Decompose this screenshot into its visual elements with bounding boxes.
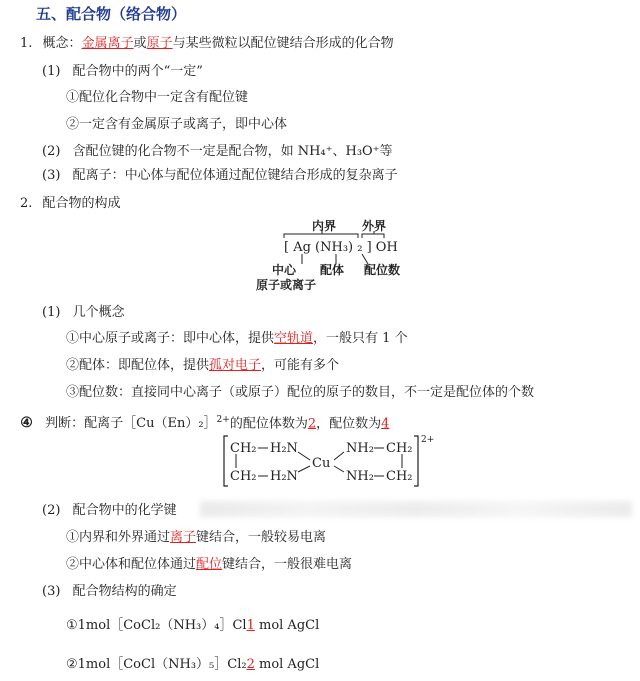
- term-atom: 原子: [146, 36, 173, 51]
- judge-line: [20, 412, 389, 432]
- example2-post: mol AgCl: [254, 657, 320, 672]
- bond2-line: [66, 557, 352, 573]
- bond-7: [334, 466, 344, 472]
- h2n-top: H₂N: [270, 441, 298, 456]
- bond-4: [298, 452, 310, 460]
- sub1-text: 配合物中的两个“一定”: [72, 64, 203, 79]
- sub2-text: 含配位键的化合物不一定是配合物，如 NH₄⁺、H₃O⁺等: [72, 144, 393, 159]
- example1-line: [66, 618, 319, 634]
- concept2-line: [66, 358, 339, 374]
- sub1-num: (1): [42, 64, 61, 79]
- item2-num: 2.: [20, 196, 33, 211]
- label-outer-sphere: 外界: [362, 219, 387, 233]
- example2-answer: 2: [246, 657, 255, 672]
- answer-ligand-count: 2: [307, 416, 317, 432]
- watermark-blur: [200, 501, 632, 517]
- structure-num: (3): [42, 584, 61, 599]
- concepts-title: [42, 305, 125, 321]
- sub3-text: 配离子：中心体与配位体通过配位键结合形成的复杂离子: [72, 168, 398, 183]
- concept1-pre: ①中心原子或离子：即中心体，提供: [66, 331, 275, 346]
- bond-5: [298, 466, 310, 472]
- sub1-line: [42, 64, 203, 80]
- item1-rest: 与某些微粒以配位键结合形成的化合物: [172, 36, 394, 51]
- label-center-atom: 原子或离子: [256, 278, 317, 292]
- right-bracket: [414, 436, 418, 486]
- formula-text: [ Ag (NH₃) ₂ ] OH: [284, 240, 398, 255]
- or-text: 或: [133, 36, 147, 51]
- label-inner-sphere: 内界: [312, 219, 337, 233]
- bond-6: [334, 452, 344, 460]
- judge-marker: ④: [20, 415, 33, 432]
- term-lone-pair: 孤对电子: [209, 358, 262, 373]
- ch2-top-left: CH₂: [230, 441, 257, 456]
- example2-line: [66, 657, 319, 673]
- concept2-post: ，可能有多个: [261, 358, 340, 373]
- item2-line: [20, 196, 121, 212]
- item1-num: 1.: [20, 36, 33, 51]
- nh2-top: NH₂: [346, 441, 374, 456]
- label-coord-number: 配位数: [364, 263, 401, 277]
- bonds-num: (2): [42, 503, 61, 518]
- section-title: 五、配合物（络合物）: [36, 5, 187, 23]
- answer-coord-number: 4: [381, 416, 390, 432]
- concept3-line: ③配位数：直接同中心离子（或原子）配位的原子的数目，不一定是配位体的个数: [66, 385, 535, 400]
- left-bracket: [224, 436, 228, 486]
- judge-pre: 判断：配离子［Cu（En）₂］: [45, 416, 217, 432]
- bond2-pre: ②中心体和配位体通过: [66, 557, 197, 572]
- judge-charge: 2+: [216, 415, 230, 425]
- concepts-text: 几个概念: [72, 305, 125, 320]
- ch2-top-right: CH₂: [386, 441, 413, 456]
- concepts-num: (1): [42, 305, 61, 320]
- label-ligand: 配体: [320, 263, 345, 277]
- structure-title-line: [42, 584, 177, 600]
- complex-composition-diagram: [250, 216, 430, 296]
- judge-mid2: ，配位数为: [316, 416, 382, 432]
- example2-pre: ②1mol［CoCl（NH₃）₅］Cl₂: [66, 657, 247, 672]
- bond1-line: [66, 530, 326, 546]
- sub2-num: (2): [42, 144, 61, 159]
- bond2-post: 键结合，一般很难电离: [222, 557, 353, 572]
- sub2-line: [42, 144, 393, 160]
- label-center: 中心: [272, 263, 297, 277]
- structure-title: 配合物结构的确定: [72, 584, 177, 599]
- judge-mid: 的配位体数为: [229, 416, 308, 432]
- bond1-post: 键结合，一般较易电离: [196, 530, 327, 545]
- concept1-post: ，一般只有 1 个: [313, 331, 408, 346]
- term-ionic: 离子: [170, 530, 197, 545]
- bonds-title: 配合物中的化学键: [72, 503, 177, 518]
- cu-center: Cu: [312, 456, 331, 471]
- cu-en-structure: [220, 432, 435, 490]
- example1-post: mol AgCl: [254, 618, 320, 633]
- term-coordinate: 配位: [196, 557, 223, 572]
- concept1-line: [66, 331, 408, 347]
- term-metal-ion: 金属离子: [81, 36, 134, 51]
- sub1a-line: ①配位化合物中一定含有配位键: [66, 90, 249, 105]
- ch2-bottom-left: CH₂: [230, 469, 257, 484]
- term-empty-orbital: 空轨道: [274, 331, 314, 346]
- h2n-bottom: H₂N: [270, 469, 298, 484]
- example1-pre: ①1mol［CoCl₂（NH₃）₄］Cl: [66, 618, 247, 633]
- sub3-num: (3): [42, 168, 61, 183]
- concept2-pre: ②配体：即配位体，提供: [66, 358, 210, 373]
- struct-charge: 2+: [421, 435, 435, 445]
- bonds-title-line: [42, 503, 177, 519]
- ch2-bottom-right: CH₂: [386, 469, 413, 484]
- nh2-bottom: NH₂: [346, 469, 374, 484]
- example1-answer: 1: [246, 618, 255, 633]
- sub3-line: [42, 168, 398, 184]
- sub1b-line: ②一定含有金属原子或离子，即中心体: [66, 117, 288, 132]
- item2-text: 配合物的构成: [42, 196, 121, 211]
- item1-line: [20, 36, 394, 52]
- bond1-pre: ①内界和外界通过: [66, 530, 171, 545]
- item1-prefix: 概念：: [42, 36, 82, 51]
